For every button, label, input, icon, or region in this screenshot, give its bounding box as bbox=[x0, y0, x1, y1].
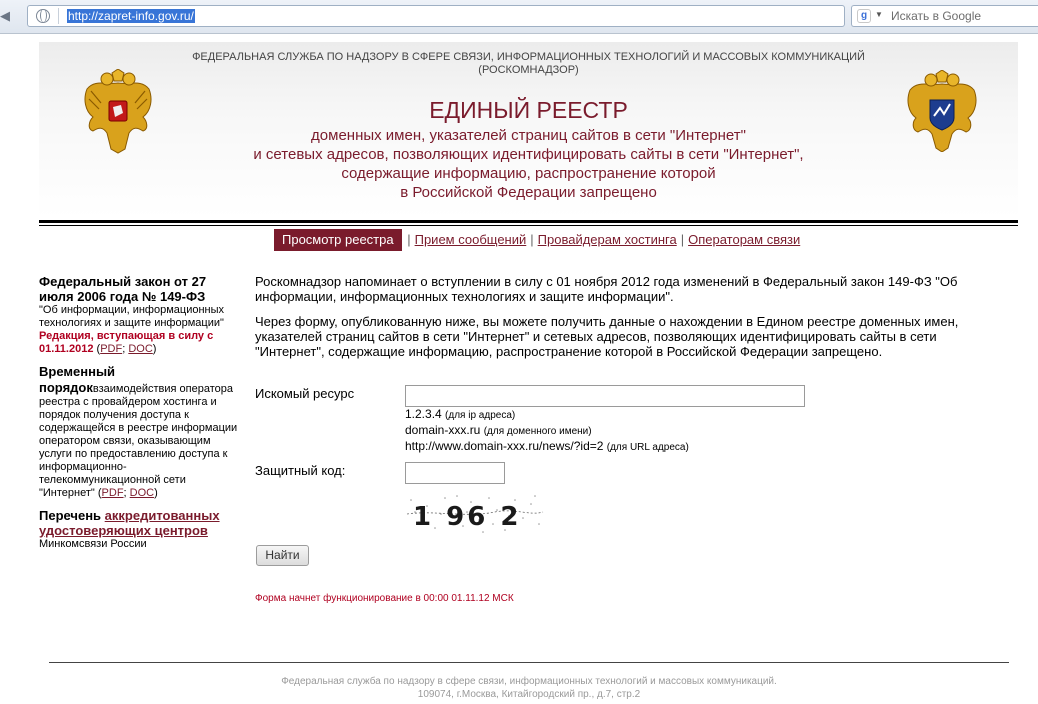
law-block bbox=[39, 274, 239, 356]
search-submit-button[interactable]: Найти bbox=[256, 545, 309, 566]
procedure-pdf-link[interactable]: PDF bbox=[101, 487, 124, 499]
site-header bbox=[39, 42, 1018, 218]
hint-ip-example: 1.2.3.4 bbox=[405, 407, 442, 421]
url-text[interactable]: http://zapret-info.gov.ru/ bbox=[68, 9, 194, 23]
law-edition-text: Редакция, вступающая в силу с 01.11.2012 bbox=[39, 330, 214, 355]
subtitle-line: и сетевых адресов, позволяющих идентифицировать сайты в сети "Интернет", bbox=[253, 146, 804, 163]
procedure-doc-link[interactable]: DOC bbox=[129, 487, 155, 499]
address-divider bbox=[58, 8, 59, 24]
form-notice: Форма начнет функционирование в 00:00 01.11.12 МСК bbox=[255, 593, 514, 604]
nav-item-view-registry[interactable]: Просмотр реестра bbox=[274, 229, 402, 251]
nav-separator: | bbox=[680, 232, 685, 247]
subtitle-line: доменных имен, указателей страниц сайтов в сети "Интернет" bbox=[311, 127, 746, 144]
google-icon[interactable]: g bbox=[857, 9, 871, 23]
footer bbox=[0, 675, 1038, 701]
form-description: Через форму, опубликованную ниже, вы можете получить данные о нахождении в Едином реестре доменных имен, указателей страниц сайтов в сети "Интернет" и сетевых адресов, позволяющих идентифицировать сайты в сети "Интернет", содержащие информацию, распространение которой в Российской Федерации запрещено. bbox=[255, 314, 959, 359]
list-heading bbox=[39, 508, 239, 538]
sidebar bbox=[39, 274, 239, 559]
agency-name bbox=[39, 51, 1018, 77]
law-doc-link[interactable]: DOC bbox=[128, 343, 153, 355]
captcha-image bbox=[405, 492, 545, 534]
hint-domain-example: domain-xxx.ru bbox=[405, 423, 481, 437]
footer-line-1: Федеральная служба по надзору в сфере связи, информационных технологий и массовых коммуникаций. bbox=[281, 676, 777, 687]
search-placeholder[interactable]: Искать в Google bbox=[891, 9, 982, 23]
procedure-title: Временный порядок bbox=[39, 364, 116, 395]
search-bar[interactable] bbox=[851, 5, 1038, 27]
nav-separator: | bbox=[530, 232, 534, 247]
subtitle-line: в Российской Федерации запрещено bbox=[400, 184, 657, 201]
nav-item-operators[interactable]: Операторам связи bbox=[688, 232, 801, 247]
law-pdf-link[interactable]: PDF bbox=[100, 343, 123, 355]
law-edition: Редакция, вступающая в силу с 01.11.2012 (PDF; DOC) bbox=[39, 330, 214, 355]
subtitle-line: содержащие информацию, распространение которой bbox=[341, 165, 716, 182]
hint-domain-note: (для доменного имени) bbox=[483, 426, 592, 437]
header-divider bbox=[39, 220, 1018, 223]
captcha-text: 1 96 2 bbox=[413, 502, 522, 532]
intro-paragraph: Роскомнадзор напоминает о вступлении в силу с 01 ноября 2012 года изменений в Федеральный закон 149-ФЗ "Об информации, информационных технологиях и защите информации". bbox=[255, 274, 958, 304]
list-title: Перечень bbox=[39, 508, 102, 523]
hint-ip bbox=[405, 407, 689, 423]
browser-toolbar bbox=[0, 0, 1038, 34]
registry-subtitle bbox=[39, 126, 1018, 202]
nav-item-messages[interactable]: Прием сообщений bbox=[414, 232, 527, 247]
footer-line-2: 109074, г.Москва, Китайгородский пр., д.7, стр.2 bbox=[417, 689, 641, 700]
accredited-centers-link[interactable]: аккредитованных удостоверяющих центров bbox=[39, 508, 220, 538]
law-description: "Об информации, информационных технологиях и защите информации" bbox=[39, 304, 225, 329]
agency-line-2: (РОСКОМНАДЗОР) bbox=[478, 64, 579, 76]
list-block bbox=[39, 508, 239, 551]
main-nav bbox=[274, 229, 800, 251]
resource-input[interactable] bbox=[405, 385, 805, 407]
chevron-down-icon[interactable]: ▼ bbox=[875, 10, 883, 19]
hint-url bbox=[405, 439, 689, 455]
code-input[interactable] bbox=[405, 462, 505, 484]
hint-domain bbox=[405, 423, 689, 439]
nav-separator: | bbox=[407, 232, 411, 247]
nav-item-hosting[interactable]: Провайдерам хостинга bbox=[537, 232, 677, 247]
header-divider-thin bbox=[39, 225, 1018, 226]
agency-line-1: ФЕДЕРАЛЬНАЯ СЛУЖБА ПО НАДЗОРУ В СФЕРЕ СВЯЗИ, ИНФОРМАЦИОННЫХ ТЕХНОЛОГИЙ И МАССОВЫХ КОММУНИКАЦИЙ bbox=[192, 51, 865, 63]
resource-label: Искомый ресурс bbox=[255, 386, 355, 401]
back-arrow-icon[interactable]: ◀ bbox=[0, 8, 10, 23]
main-content bbox=[255, 274, 985, 369]
address-bar[interactable] bbox=[27, 5, 845, 27]
hint-url-note: (для URL адреса) bbox=[606, 442, 689, 453]
resource-hints bbox=[405, 407, 689, 455]
list-subtitle: Минкомсвязи России bbox=[39, 538, 147, 550]
registry-title: ЕДИНЫЙ РЕЕСТР bbox=[429, 97, 628, 123]
footer-divider bbox=[49, 662, 1009, 663]
hint-url-example: http://www.domain-xxx.ru/news/?id=2 bbox=[405, 439, 604, 453]
globe-icon bbox=[36, 9, 50, 23]
hint-ip-note: (для ip адреса) bbox=[445, 410, 516, 421]
law-title: Федеральный закон от 27 июля 2006 года № 149-ФЗ bbox=[39, 274, 207, 304]
procedure-block: Временный порядоквзаимодействия оператора реестра с провайдером хостинга и порядок получения доступа к содержащейся в реестре информации оператором связи, оказывающим услуги по предоставлению доступа к информационно-телекоммуникационной сети "Интернет" (PDF; DOC) bbox=[39, 364, 238, 499]
code-label: Защитный код: bbox=[255, 463, 346, 478]
procedure-text: взаимодействия оператора реестра с провайдером хостинга и порядок получения доступа к содержащейся в реестре информации оператором связи, оказывающим услуги по предоставлению доступа к информационно-телекоммуникационной сети "Интернет" bbox=[39, 383, 238, 499]
